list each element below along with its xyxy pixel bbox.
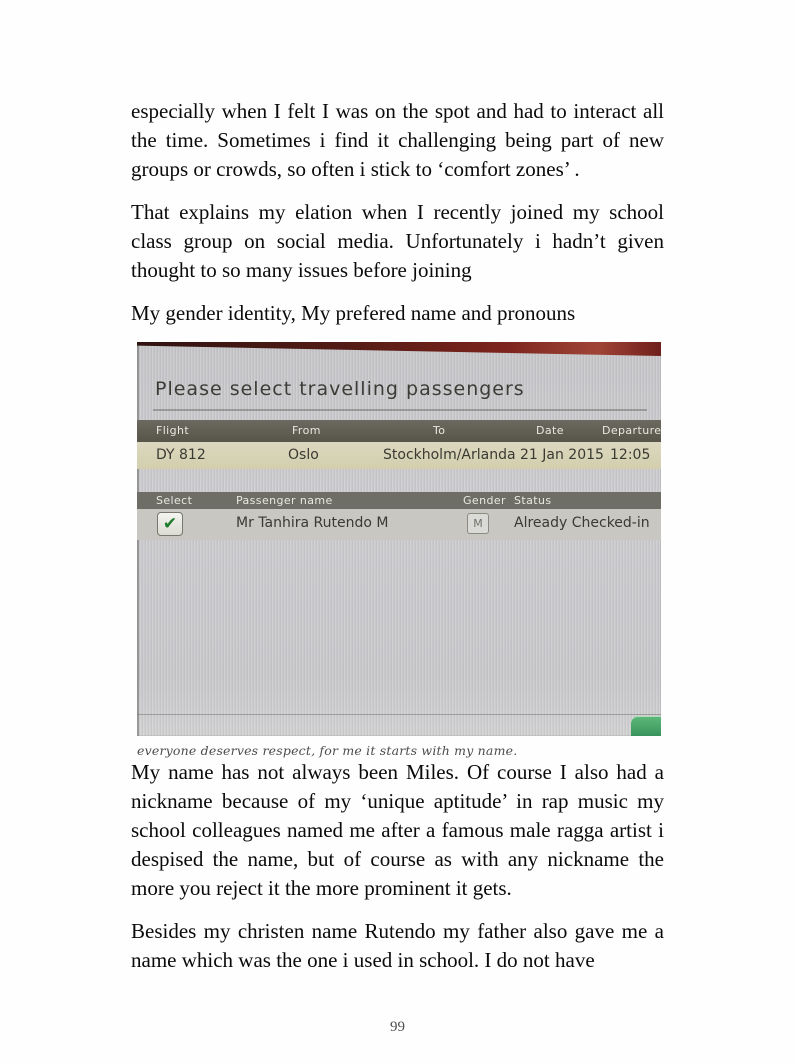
date-cell: 21 Jan 2015 [520,447,604,463]
checkmark-icon: ✔ [162,513,178,534]
flight-table-header [137,420,661,442]
passenger-name-cell: Mr Tanhira Rutendo M [236,515,389,531]
section-lead-line: My gender identity, My prefered name and pronouns [131,301,576,325]
screen-bezel [137,342,661,356]
paragraph: especially when I felt I was on the spot and had to interact all the time. Sometimes i find it challenging being part of new groups or crowds, so often i stick to ‘comfort zones’ . [131,99,664,181]
screen-divider-line [137,714,661,715]
passenger-name-header-cell: Passenger name [236,494,333,507]
departure-time-cell: 12:05 [610,447,651,463]
paragraph: My name has not always been Miles. Of course I also had a nickname because of my ‘unique aptitude’ in rap music my school colleagues named me after a famous male ragga artist i despised the name, but of course as with any nickname the more you reject it the more prominent it gets. [131,760,664,900]
from-cell: Oslo [288,447,319,463]
select-header-cell: Select [156,494,193,507]
from-header-cell: From [292,424,321,437]
title-underline [153,409,647,411]
paragraph: Besides my christen name Rutendo my father also gave me a name which was the one i used in school. I do not have [131,919,664,972]
passenger-table-row [137,509,661,540]
continue-button-partial [631,716,661,736]
to-header-cell: To [433,424,446,437]
passenger-table-header [137,492,661,509]
flight-table-row [137,442,661,469]
gender-header-cell: Gender [463,494,506,507]
gender-button: M [467,513,489,534]
page-number: 99 [390,1019,405,1035]
checkin-kiosk-photo [137,342,661,736]
flight-header-cell: Flight [156,424,190,437]
photo-caption: everyone deserves respect, for me it starts with my name. [137,743,518,758]
kiosk-title: Please select travelling passengers [155,378,525,400]
text-column [131,97,664,989]
status-cell: Already Checked-in [514,515,650,531]
to-cell: Stockholm/Arlanda [383,447,516,463]
departure-header-cell: Departure [602,424,661,437]
flight-number-cell: DY 812 [156,447,206,463]
paragraph: That explains my elation when I recently joined my school class group on social media. Unfortunately i hadn’t given thought to so many issues before joining [131,200,664,282]
status-header-cell: Status [514,494,552,507]
date-header-cell: Date [536,424,564,437]
select-passenger-checkbox [157,512,183,536]
